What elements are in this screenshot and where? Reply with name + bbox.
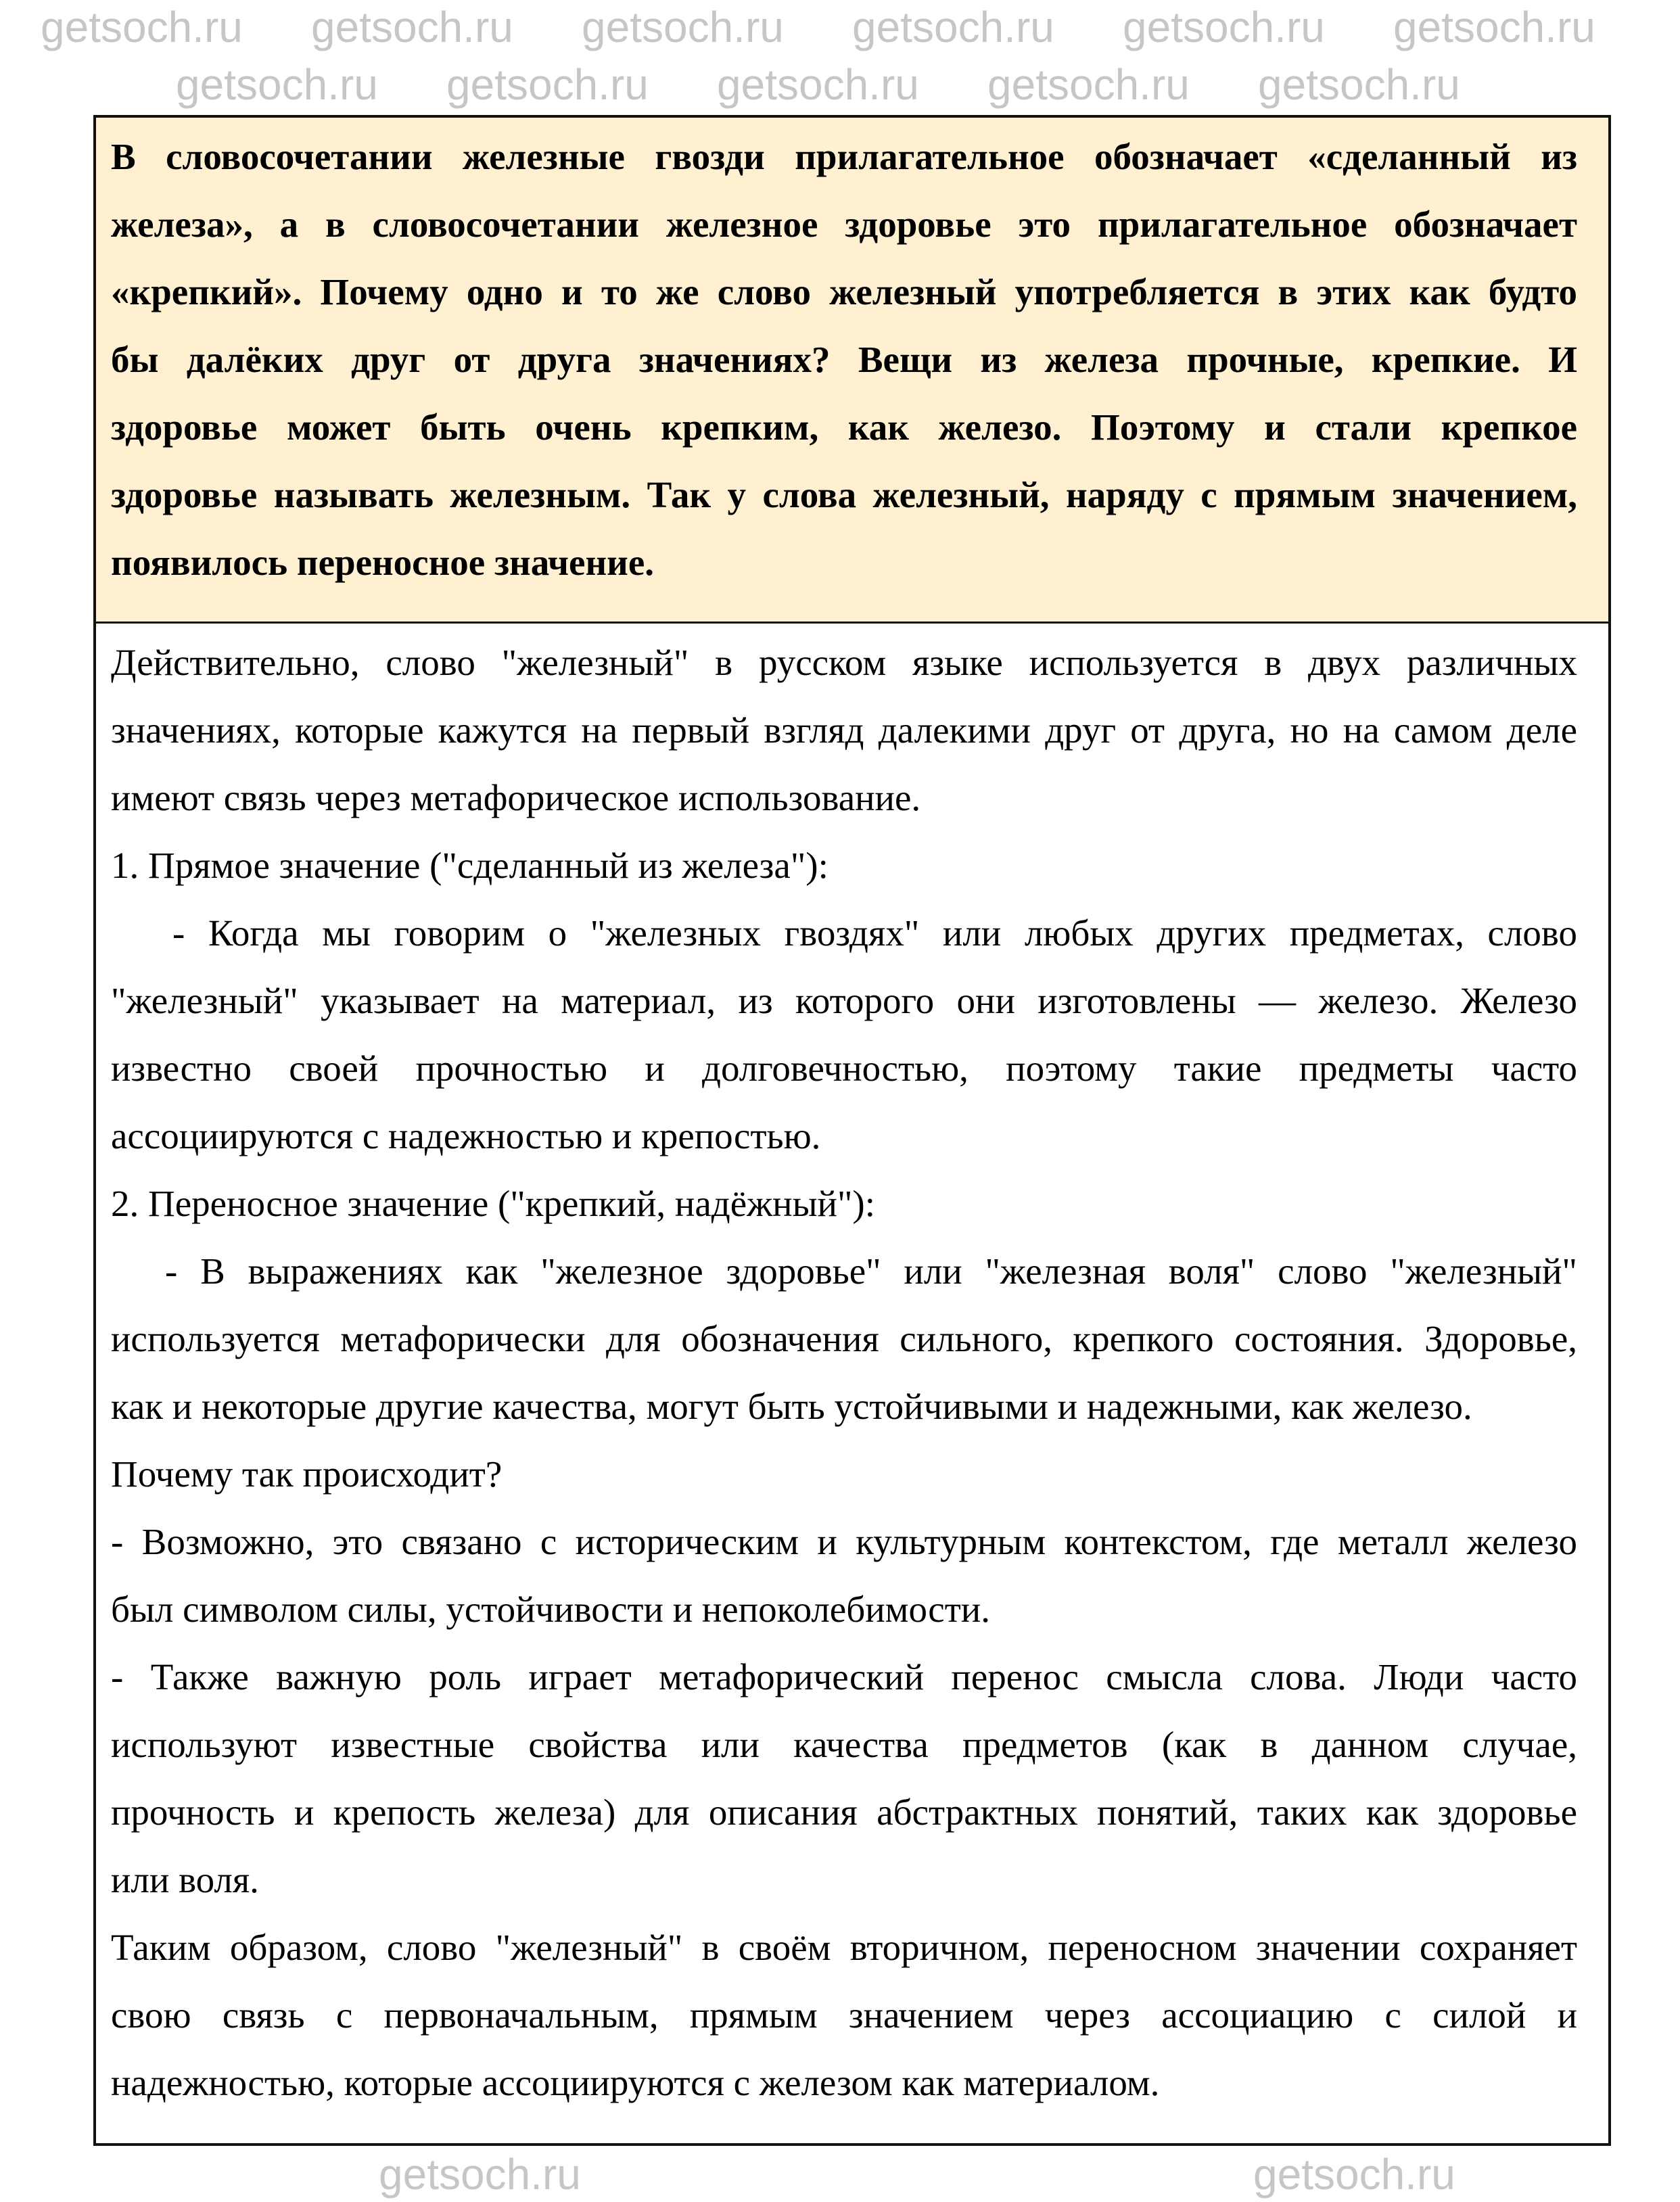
watermark-text: getsoch.ru [446, 60, 649, 109]
answer-line: - Возможно, это связано с историческим и культурным контекстом, где металл железо [111, 1521, 1577, 1562]
answer-line: значениях, которые кажутся на первый взгляд далекими друг от друга, но на самом деле [111, 709, 1577, 751]
answer-paragraph [111, 1914, 1577, 2117]
watermark-text: getsoch.ru [1253, 2150, 1455, 2199]
answer-line: или воля. [111, 1859, 259, 1900]
watermark-text: getsoch.ru [379, 2150, 581, 2199]
watermark-text: getsoch.ru [717, 60, 919, 109]
answer-line: "железный" указывает на материал, из которого они изготовлены — железо. Железо [111, 980, 1577, 1021]
answer-line: 1. Прямое значение ("сделанный из железа"): [111, 845, 829, 886]
answer-line: как и некоторые другие качества, могут быть устойчивыми и надежными, как железо. [111, 1386, 1472, 1427]
answer-line: ассоциируются с надежностью и крепостью. [111, 1115, 821, 1156]
watermark-text: getsoch.ru [582, 3, 784, 51]
watermark-text: getsoch.ru [852, 3, 1054, 51]
answer-line: используют известные свойства или качества предметов (как в данном случае, [111, 1724, 1577, 1765]
answer-line: свою связь с первоначальным, прямым значением через ассоциацию с силой и [111, 1994, 1577, 2036]
answer-line: был символом силы, устойчивости и непоколебимости. [111, 1589, 990, 1630]
question-line: появилось переносное значение. [111, 542, 655, 583]
question-line: железа», а в словосочетании железное здоровье это прилагательное обозначает [111, 204, 1577, 245]
answer-paragraph [111, 1508, 1577, 1643]
question-line: бы далёких друг от друга значениях? Вещи из железа прочные, крепкие. И [111, 339, 1577, 380]
answer-line: надежностью, которые ассоциируются с железом как материалом. [111, 2062, 1160, 2103]
answer-line: - Также важную роль играет метафорический перенос смысла слова. Люди часто [111, 1656, 1577, 1697]
watermark-text: getsoch.ru [176, 60, 378, 109]
question-block [96, 118, 1608, 624]
watermark-text: getsoch.ru [311, 3, 513, 51]
answer-line: - В выражениях как "железное здоровье" или "железная воля" слово "железный" [165, 1250, 1577, 1292]
question-line: «крепкий». Почему одно и то же слово железный употребляется в этих как будто [111, 271, 1577, 312]
answer-paragraph [111, 1170, 1577, 1238]
answer-line: известно своей прочностью и долговечностью, поэтому такие предметы часто [111, 1048, 1577, 1089]
answer-paragraph [111, 629, 1577, 832]
answer-block [96, 624, 1608, 2117]
question-line: В словосочетании железные гвозди прилагательное обозначает «сделанный из [111, 136, 1577, 177]
watermark-text: getsoch.ru [987, 60, 1190, 109]
answer-paragraph [111, 1440, 1577, 1508]
answer-line: имеют связь через метафорическое использование. [111, 777, 921, 818]
answer-line: 2. Переносное значение ("крепкий, надёжный"): [111, 1183, 876, 1224]
watermark-text: getsoch.ru [41, 3, 243, 51]
answer-line: Действительно, слово "железный" в русском языке используется в двух различных [111, 642, 1577, 683]
answer-paragraph [111, 832, 1577, 899]
answer-paragraph [111, 1643, 1577, 1914]
answer-paragraph [111, 899, 1577, 1170]
answer-line: - Когда мы говорим о "железных гвоздях" или любых других предметах, слово [172, 912, 1577, 954]
answer-line: используется метафорически для обозначения сильного, крепкого состояния. Здоровье, [111, 1318, 1577, 1359]
answer-line: прочность и крепость железа) для описания абстрактных понятий, таких как здоровье [111, 1791, 1577, 1833]
answer-paragraph [111, 1238, 1577, 1440]
watermark-text: getsoch.ru [1258, 60, 1460, 109]
watermark-text: getsoch.ru [1123, 3, 1325, 51]
question-line: здоровье называть железным. Так у слова железный, наряду с прямым значением, [111, 474, 1577, 515]
task-card [93, 115, 1611, 2146]
answer-line: Таким образом, слово "железный" в своём вторичном, переносном значении сохраняет [111, 1927, 1577, 1968]
watermark-text: getsoch.ru [1393, 3, 1595, 51]
answer-line: Почему так происходит? [111, 1453, 503, 1495]
question-line: здоровье может быть очень крепким, как железо. Поэтому и стали крепкое [111, 406, 1577, 448]
